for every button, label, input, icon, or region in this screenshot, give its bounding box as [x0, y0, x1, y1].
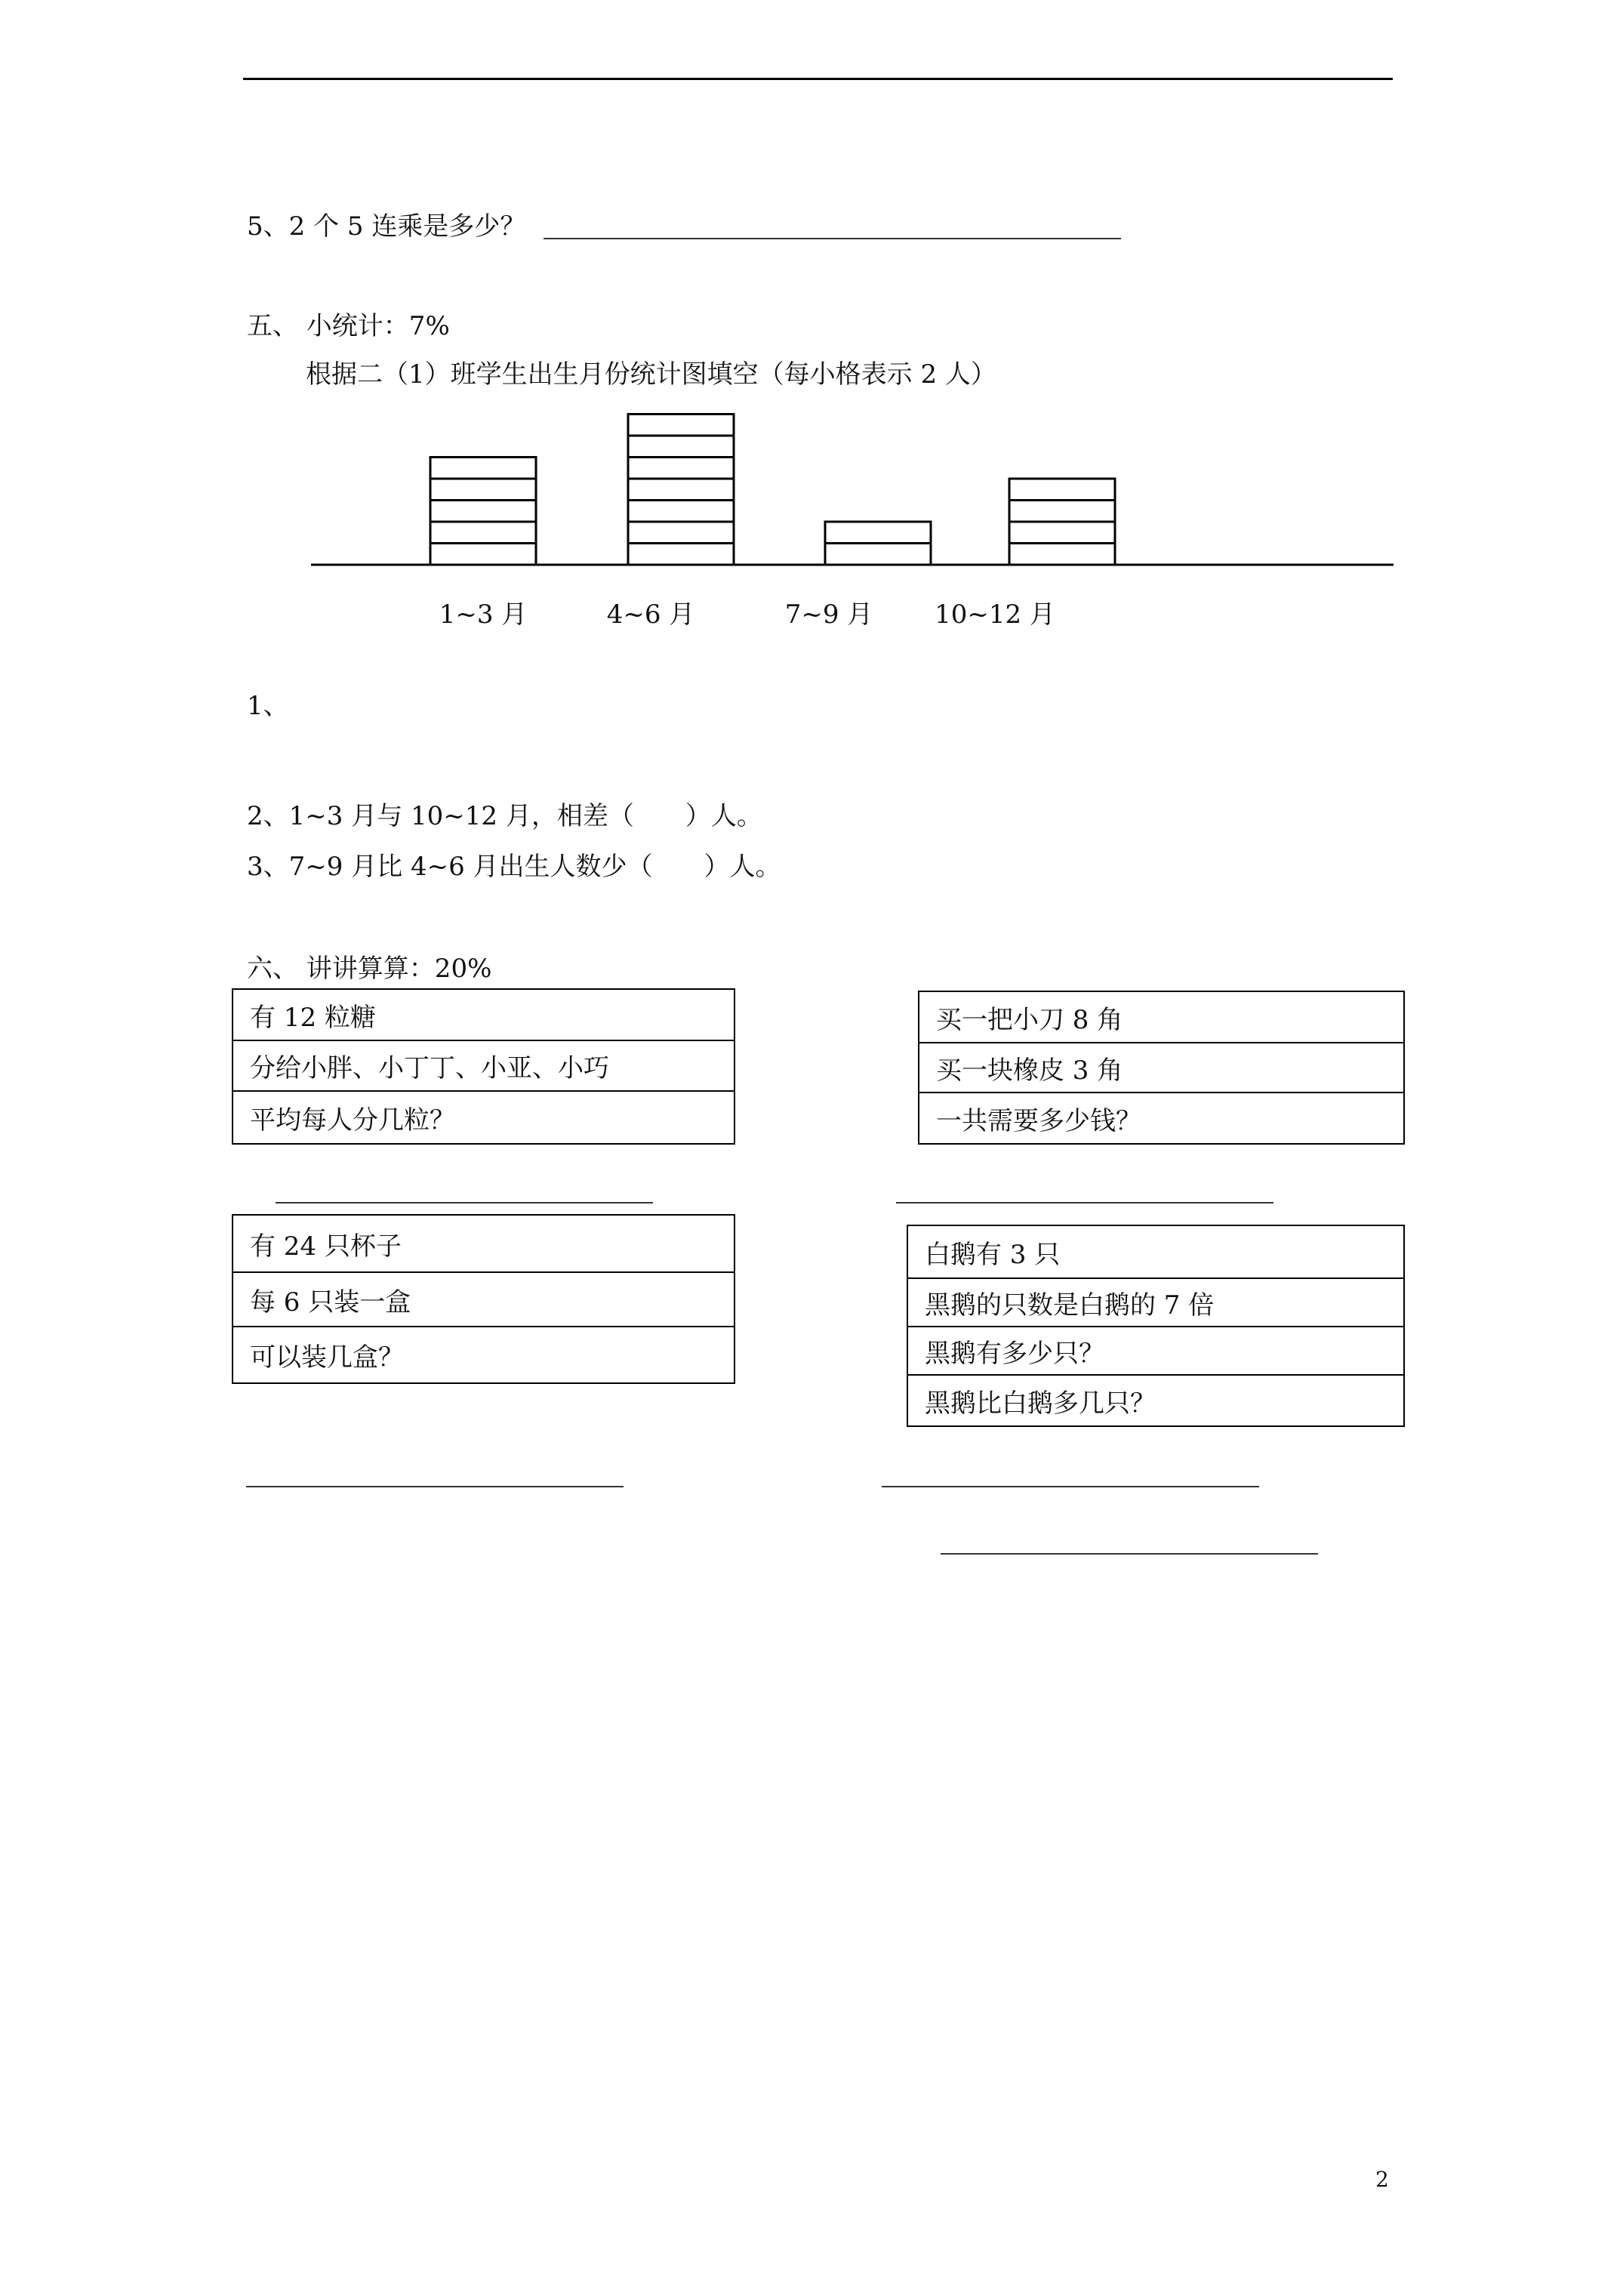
- problem-row: 买一把小刀 8 角: [919, 992, 1403, 1043]
- bar-2: [628, 415, 734, 566]
- x-tick-label: 1~3 月: [439, 599, 528, 630]
- bar-cell: [628, 501, 734, 522]
- problem-row: 黑鹅比白鹅多几只？: [925, 1388, 1156, 1419]
- answer-line-geese-2[interactable]: [941, 1553, 1318, 1555]
- problem-row: 有 24 只杯子: [233, 1216, 734, 1273]
- problem-box-geese: [907, 1225, 1405, 1427]
- birth-month-chart: [0, 393, 1623, 642]
- problem-box-cups: [232, 1214, 735, 1384]
- bar-cell: [430, 544, 536, 566]
- section-6-heading: 六、 讲讲算算：20%: [247, 954, 492, 984]
- bar-3: [825, 522, 931, 565]
- bar-cell: [430, 479, 536, 501]
- bar-cell: [1009, 544, 1115, 566]
- problem-row: 一共需要多少钱？: [936, 1105, 1141, 1136]
- section-5-heading: 五、 小统计：7%: [247, 311, 450, 341]
- bar-cell: [628, 522, 734, 544]
- bar-cell: [825, 522, 931, 544]
- x-tick-label: 4~6 月: [606, 599, 695, 630]
- problem-box-knife: [918, 991, 1405, 1145]
- problem-row: 每 6 只装一盒: [233, 1273, 734, 1327]
- bar-cell: [430, 522, 536, 544]
- x-tick-label: 10~12 月: [935, 599, 1055, 630]
- header-rule: [243, 78, 1393, 80]
- bar-cell: [430, 458, 536, 479]
- bar-cell: [628, 544, 734, 566]
- problem-row: 可以装几盒？: [250, 1342, 404, 1373]
- bar-cell: [430, 501, 536, 522]
- answer-line-candy[interactable]: [276, 1202, 653, 1203]
- answer-line-knife[interactable]: [896, 1202, 1273, 1203]
- problem-row: 白鹅有 3 只: [908, 1226, 1403, 1279]
- problem-row: 分给小胖、小丁丁、小亚、小巧: [233, 1041, 734, 1092]
- problem-row: 黑鹅有多少只？: [908, 1327, 1403, 1376]
- bar-cell: [1009, 501, 1115, 522]
- bar-1: [430, 458, 536, 566]
- bar-cell: [825, 544, 931, 566]
- problem-row: 平均每人分几粒？: [250, 1105, 455, 1136]
- fill-question-3: 3、7~9 月比 4~6 月出生人数少（ ）人。: [247, 852, 781, 882]
- bar-cell: [628, 479, 734, 501]
- fill-question-1: 1、: [247, 691, 289, 721]
- problem-row: 黑鹅的只数是白鹅的 7 倍: [908, 1279, 1403, 1327]
- question-5: 5、2 个 5 连乘是多少？: [247, 211, 526, 242]
- problem-row: 有 12 粒糖: [233, 990, 734, 1041]
- bar-cell: [628, 436, 734, 458]
- problem-box-candy: [232, 988, 735, 1145]
- bar-cell: [628, 458, 734, 479]
- section-5-instruction: 根据二（1）班学生出生月份统计图填空（每小格表示 2 人）: [306, 359, 996, 390]
- answer-line-geese-1[interactable]: [882, 1486, 1259, 1487]
- answer-line-cups[interactable]: [246, 1486, 624, 1487]
- x-tick-label: 7~9 月: [784, 599, 873, 630]
- bar-cell: [628, 415, 734, 436]
- bar-4: [1009, 479, 1115, 565]
- answer-line-q5[interactable]: [544, 238, 1121, 239]
- fill-question-2: 2、1~3 月与 10~12 月，相差（ ）人。: [247, 801, 762, 831]
- page-number: 2: [1375, 2167, 1389, 2192]
- bar-cell: [1009, 479, 1115, 501]
- problem-row: 买一块橡皮 3 角: [919, 1043, 1403, 1093]
- bar-cell: [1009, 522, 1115, 544]
